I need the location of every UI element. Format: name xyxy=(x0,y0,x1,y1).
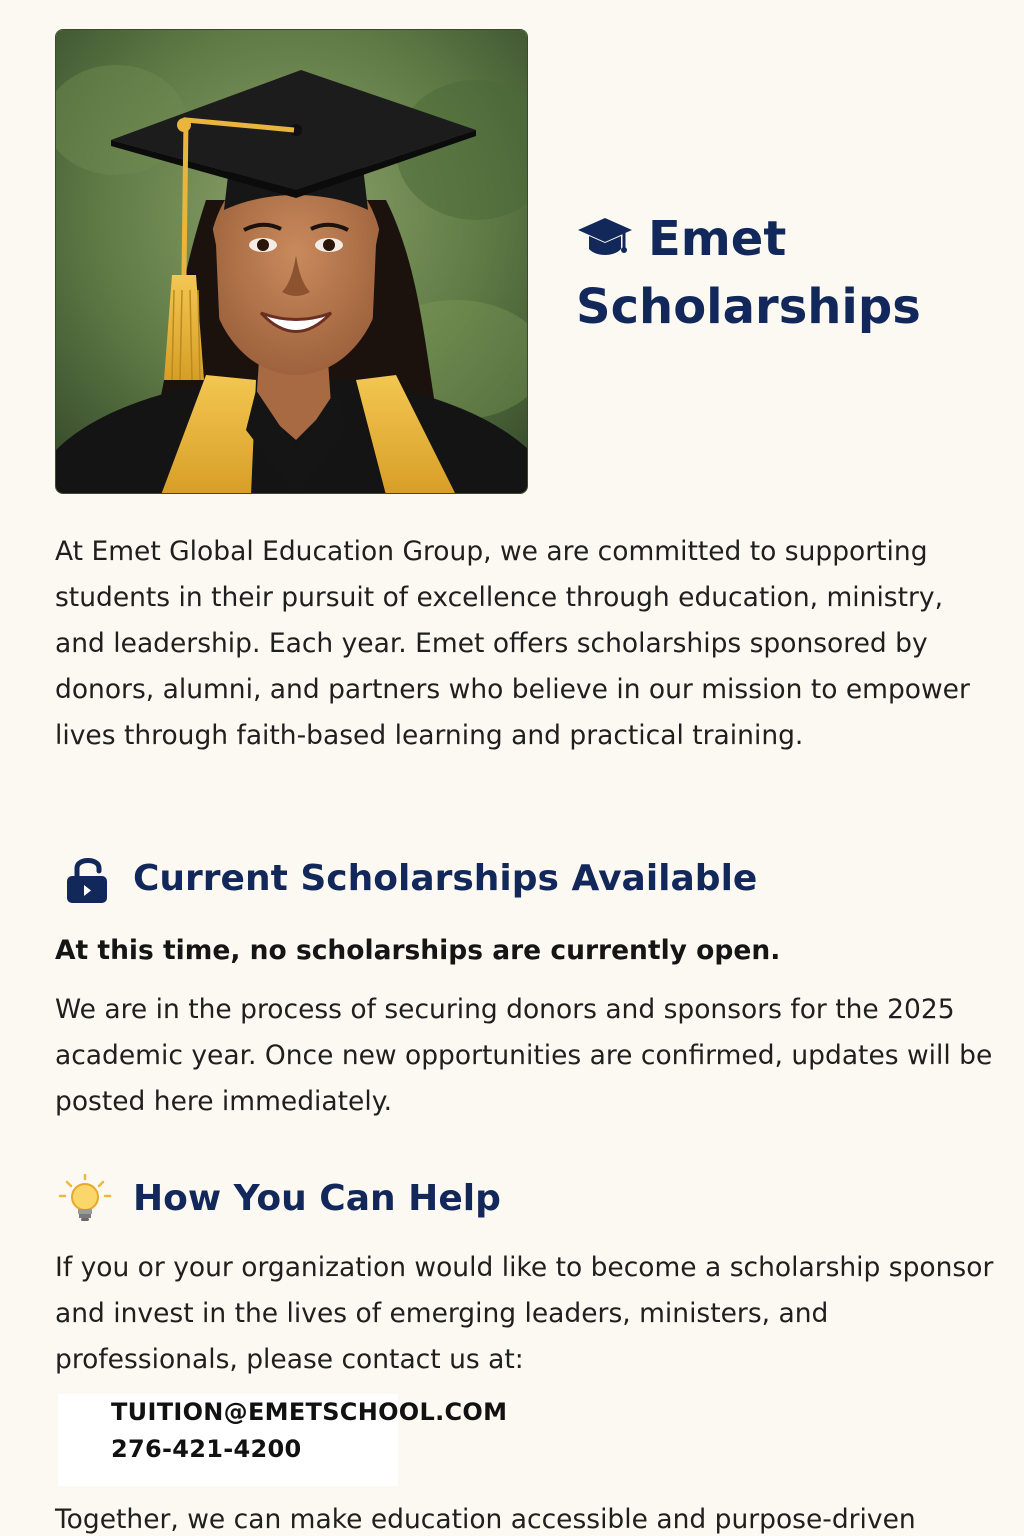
current-heading-text: Current Scholarships Available xyxy=(133,858,758,899)
graduation-cap-icon xyxy=(576,214,634,276)
current-scholarships-heading xyxy=(55,854,995,904)
closing-paragraph: Together, we can make education accessible and purpose-driven xyxy=(55,1504,916,1535)
no-scholarships-notice: At this time, no scholarships are currently open. xyxy=(55,935,781,966)
help-body-paragraph: If you or your organization would like to become a scholarship sponsor and invest in the lives of emerging leaders, ministers, and professionals, please contact us at: xyxy=(55,1252,994,1375)
contact-phone[interactable]: 276-421-4200 xyxy=(111,1435,302,1463)
intro-paragraph: At Emet Global Education Group, we are committed to supporting students in their pursuit of excellence through education, ministry, and leadership. Each year. Emet offers scholarships sponsored by donors, alumni, and partners who believe in our mission to empower lives through faith-based learning and practical training. xyxy=(55,536,970,751)
graduate-photo xyxy=(55,29,528,494)
how-you-can-help-heading xyxy=(55,1174,995,1224)
current-body-paragraph: We are in the process of securing donors and sponsors for the 2025 academic year. Once new opportunities are confirmed, updates will be posted here immediately. xyxy=(55,994,993,1117)
page-title xyxy=(576,208,996,338)
padlock-icon xyxy=(55,854,119,904)
lightbulb-icon xyxy=(55,1174,119,1224)
brand-line-2: Scholarships xyxy=(576,279,921,335)
brand-name: Emet xyxy=(648,211,787,267)
contact-email[interactable]: TUITION@EMETSCHOOL.COM xyxy=(111,1398,508,1426)
help-heading-text: How You Can Help xyxy=(133,1178,501,1219)
brand-line-1 xyxy=(576,208,996,276)
